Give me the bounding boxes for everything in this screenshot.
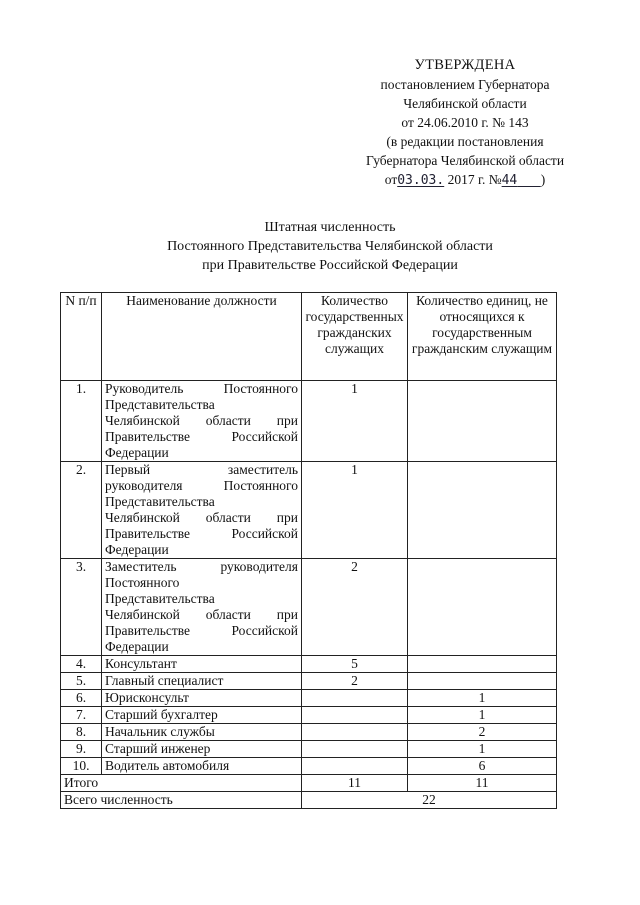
approval-block: [340, 56, 590, 190]
row-number: 2.: [61, 462, 102, 559]
position-name-line: Постоянного: [105, 575, 180, 590]
approval-line: Челябинской области: [403, 96, 527, 111]
row-number: 1.: [61, 381, 102, 462]
total-label: Итого: [61, 775, 302, 792]
position-name-line: Первый заместитель: [105, 462, 298, 477]
header-non-civil-units: Количество единиц, не относящихся к государственным гражданским служащим: [408, 293, 557, 381]
handwritten-date: 03.03.: [397, 173, 445, 188]
total-row: [61, 775, 557, 792]
position-name-line: Челябинской области при: [105, 510, 298, 525]
approval-line: Губернатора Челябинской области: [365, 153, 565, 168]
non-civil-units-count: 6: [408, 758, 557, 775]
approval-date-line: [340, 170, 590, 190]
table-row: [61, 741, 557, 758]
position-name-line: Федерации: [105, 639, 169, 654]
position-name: [102, 381, 302, 462]
position-name-line: Федерации: [105, 542, 169, 557]
position-name-line: Правительстве Российской: [105, 623, 298, 638]
position-name-line: Начальник службы: [105, 724, 215, 739]
grand-total-row: [61, 792, 557, 809]
non-civil-units-count: [408, 381, 557, 462]
header-civil-servants: Количество государственных гражданских служащих: [302, 293, 408, 381]
position-name-line: Челябинской области при: [105, 607, 298, 622]
civil-servants-count: 2: [302, 673, 408, 690]
title-line: при Правительстве Российской Федерации: [202, 258, 458, 273]
table-row: [61, 690, 557, 707]
header-number: N п/п: [61, 293, 102, 381]
non-civil-units-count: 2: [408, 724, 557, 741]
approval-heading: УТВЕРЖДЕНА: [414, 57, 516, 73]
position-name-line: Представительства: [105, 494, 215, 509]
total-civil-count: 11: [302, 775, 408, 792]
position-name-line: Представительства: [105, 591, 215, 606]
table-row: [61, 656, 557, 673]
non-civil-units-count: 1: [408, 690, 557, 707]
total-non-civil-count: 11: [408, 775, 557, 792]
row-number: 10.: [61, 758, 102, 775]
approval-line: постановлением Губернатора: [380, 77, 550, 92]
position-name: [102, 673, 302, 690]
position-name-line: Правительстве Российской: [105, 429, 298, 444]
civil-servants-count: [302, 724, 408, 741]
non-civil-units-count: 1: [408, 741, 557, 758]
civil-servants-count: [302, 707, 408, 724]
position-name-line: Водитель автомобиля: [105, 758, 230, 773]
row-number: 6.: [61, 690, 102, 707]
position-name-line: Заместитель руководителя: [105, 559, 298, 574]
date-prefix: от: [384, 172, 398, 187]
date-suffix: ): [540, 172, 546, 187]
non-civil-units-count: 1: [408, 707, 557, 724]
civil-servants-count: [302, 741, 408, 758]
title-line: Постоянного Представительства Челябинской области: [167, 239, 493, 254]
position-name: [102, 462, 302, 559]
row-number: 4.: [61, 656, 102, 673]
table-row: [61, 724, 557, 741]
position-name-line: Представительства: [105, 397, 215, 412]
position-name: [102, 707, 302, 724]
approval-line: (в редакции постановления: [386, 134, 544, 149]
position-name-line: Юрисконсульт: [105, 690, 189, 705]
position-name: [102, 724, 302, 741]
position-name: [102, 656, 302, 673]
position-name: [102, 758, 302, 775]
non-civil-units-count: [408, 656, 557, 673]
position-name: [102, 559, 302, 656]
header-position-name: Наименование должности: [102, 293, 302, 381]
row-number: 5.: [61, 673, 102, 690]
position-name-line: Федерации: [105, 445, 169, 460]
row-number: 7.: [61, 707, 102, 724]
non-civil-units-count: [408, 462, 557, 559]
row-number: 3.: [61, 559, 102, 656]
document-title: [60, 218, 600, 275]
non-civil-units-count: [408, 673, 557, 690]
handwritten-number: 44: [501, 173, 518, 188]
table-row: [61, 462, 557, 559]
table-row: [61, 758, 557, 775]
position-name: [102, 690, 302, 707]
position-name-line: руководителя Постоянного: [105, 478, 298, 493]
position-name-line: Руководитель Постоянного: [105, 381, 298, 396]
table-row: [61, 559, 557, 656]
table-row: [61, 707, 557, 724]
approval-line: от 24.06.2010 г. № 143: [401, 115, 529, 130]
table-row: [61, 673, 557, 690]
position-name-line: Челябинской области при: [105, 413, 298, 428]
civil-servants-count: 1: [302, 462, 408, 559]
grand-total-value: 22: [302, 792, 557, 809]
civil-servants-count: [302, 758, 408, 775]
staff-table-body: [61, 381, 557, 809]
row-number: 9.: [61, 741, 102, 758]
civil-servants-count: 2: [302, 559, 408, 656]
table-row: [61, 381, 557, 462]
civil-servants-count: 1: [302, 381, 408, 462]
civil-servants-count: 5: [302, 656, 408, 673]
position-name-line: Старший бухгалтер: [105, 707, 218, 722]
position-name-line: Консультант: [105, 656, 177, 671]
title-line: Штатная численность: [264, 220, 396, 235]
civil-servants-count: [302, 690, 408, 707]
position-name: [102, 741, 302, 758]
row-number: 8.: [61, 724, 102, 741]
position-name-line: Главный специалист: [105, 673, 224, 688]
position-name-line: Правительстве Российской: [105, 526, 298, 541]
non-civil-units-count: [408, 559, 557, 656]
staff-table: [60, 292, 557, 809]
number-blank: [517, 173, 540, 188]
grand-total-label: Всего численность: [61, 792, 302, 809]
date-mid: 2017 г. №: [447, 172, 502, 187]
position-name-line: Старший инженер: [105, 741, 211, 756]
